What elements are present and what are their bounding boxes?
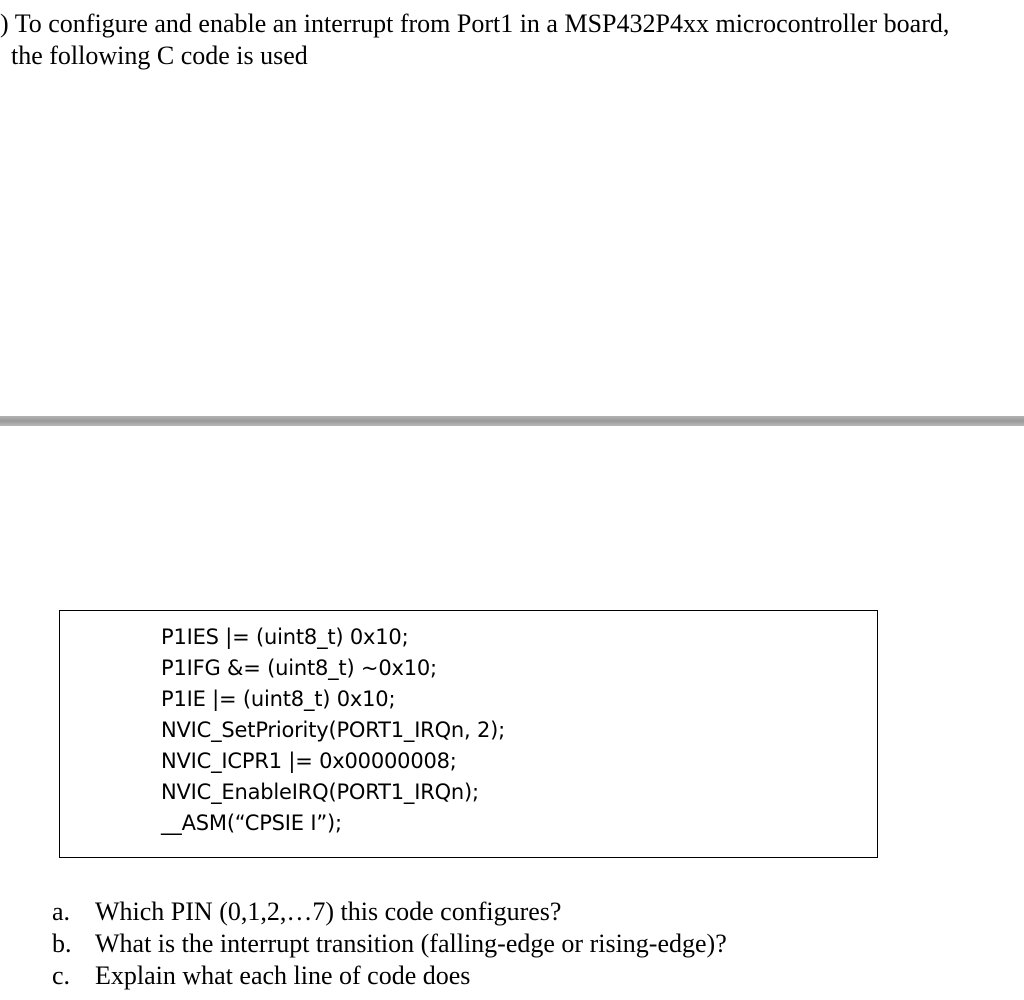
code-line: NVIC_ICPR1 |= 0x00000008; — [161, 749, 457, 773]
question-item-b — [52, 928, 727, 960]
code-line: P1IFG &= (uint8_t) ~0x10; — [161, 656, 437, 680]
code-line: NVIC_EnableIRQ(PORT1_IRQn); — [161, 780, 479, 804]
question-item-c — [52, 960, 727, 992]
question-list — [52, 896, 727, 992]
question-label: c. — [52, 961, 71, 990]
intro-line-2: the following C code is used — [11, 41, 308, 70]
question-text: Which PIN (0,1,2,…7) this code configures? — [95, 897, 562, 926]
question-text: Explain what each line of code does — [95, 961, 471, 990]
intro-line-1: ) To configure and enable an interrupt from Port1 in a MSP432P4xx microcontroller board, — [0, 9, 950, 38]
code-box — [59, 610, 878, 858]
code-line: P1IES |= (uint8_t) 0x10; — [161, 625, 409, 649]
question-label: b. — [52, 929, 72, 958]
code-line: __ASM(“CPSIE I”); — [161, 811, 342, 835]
code-line: P1IE |= (uint8_t) 0x10; — [161, 687, 396, 711]
code-listing — [161, 622, 505, 839]
question-item-a — [52, 896, 727, 928]
section-divider — [0, 416, 1024, 426]
question-text: What is the interrupt transition (falling-edge or rising-edge)? — [95, 929, 727, 958]
question-label: a. — [52, 897, 71, 926]
code-line: NVIC_SetPriority(PORT1_IRQn, 2); — [161, 718, 505, 742]
